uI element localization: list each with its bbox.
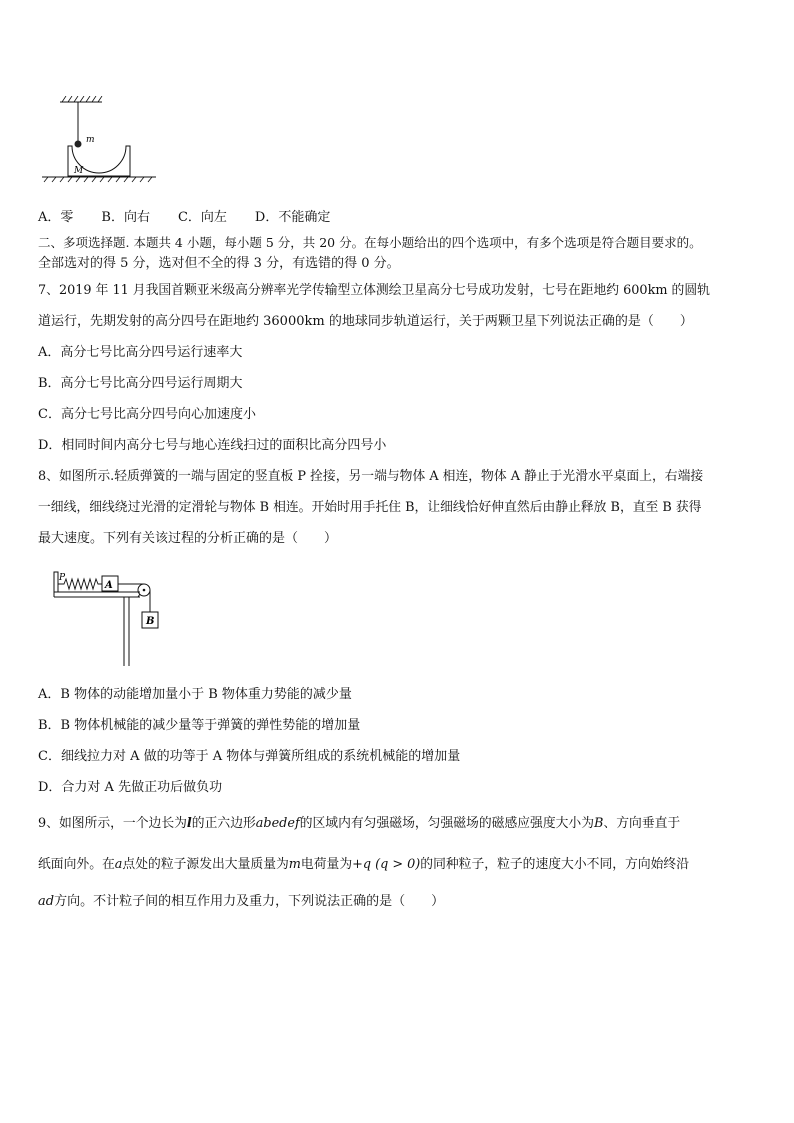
q7-option-a: A．高分七号比高分四号运行速率大 [38,345,243,360]
q9-text-2b: 点处的粒子源发出大量质量为 [122,857,289,872]
q6-option-a: A．零 [38,210,74,225]
q9-text-2a: 纸面向外。在 [38,857,115,872]
q8-stem-line1: 8、如图所示.轻质弹簧的一端与固定的竖直板 P 拴接，另一端与物体 A 相连，物体 A 静止于光滑水平桌面上，右端接 [38,469,704,484]
q8-option-d: D．合力对 A 先做正功后做负功 [38,780,223,795]
q8-option-b: B．B 物体机械能的减少量等于弹簧的弹性势能的增加量 [38,718,361,733]
q8-stem-line2: 一细线，细线绕过光滑的定滑轮与物体 B 相连。开始时用手托住 B，让细线恰好伸直然后由静止释放 B，直至 B 获得 [38,500,702,515]
q6-option-b: B．向右 [101,210,150,225]
q9-stem-line1 [38,815,758,833]
q9-var-hex: abedef [255,816,300,831]
figure-pendulum-groove [38,96,168,184]
q6-option-d: D．不能确定 [254,210,331,225]
label-B: B [146,616,155,627]
q7-option-c: C．高分七号比高分四号向心加速度小 [38,407,256,422]
q9-var-ad: ad [38,894,55,909]
q6-option-c: C．向左 [177,210,227,225]
section2-instructions-line1: 二、多项选择题. 本题共 4 小题，每小题 5 分，共 20 分。在每小题给出的四个选项中，有多个选项是符合题目要求的。 [38,235,702,250]
q8-option-a: A．B 物体的动能增加量小于 B 物体重力势能的减少量 [38,687,352,702]
section2-instructions-line2: 全部选对的得 5 分，选对但不全的得 3 分，有选错的得 0 分。 [38,256,400,271]
q9-stem-line3 [38,893,758,911]
q9-var-a: a [114,857,123,872]
label-P: P [59,573,66,583]
q9-text-2d: 的同种粒子，粒子的速度大小不同，方向始终沿 [420,857,690,872]
q9-text-1a: 9、如图所示，一个边长为 [38,816,187,831]
q9-text-2c: 电荷量为 [300,857,353,872]
label-m: m [86,135,95,145]
q8-option-c: C．细线拉力对 A 做的功等于 A 物体与弹簧所组成的系统机械能的增加量 [38,749,461,764]
figure-spring-pulley [44,566,174,670]
q9-var-B: B [594,816,604,831]
q9-var-charge: +q (q > 0) [352,857,421,872]
q9-text-1d: 、方向垂直于 [603,816,681,831]
q9-var-m: m [288,857,301,872]
label-M: M [74,166,84,176]
q9-text-1c: 的区域内有匀强磁场，匀强磁场的磁感应强度大小为 [299,816,595,831]
q9-text-3: 方向。不计粒子间的相互作用力及重力，下列说法正确的是（ ） [54,894,445,909]
q7-stem-line2: 道运行，先期发射的高分四号在距地约 36000km 的地球同步轨道运行，关于两颗卫星下列说法正确的是（ ） [38,314,693,329]
q7-option-d: D．相同时间内高分七号与地心连线扫过的面积比高分四号小 [38,438,387,453]
q7-stem-line1: 7、2019 年 11 月我国首颗亚米级高分辨率光学传输型立体测绘卫星高分七号成功发射，七号在距地约 600km 的圆轨 [38,283,710,298]
q9-stem-line2 [38,856,758,874]
label-A: A [105,580,113,591]
q6-options [38,206,330,225]
q8-stem-line3: 最大速度。下列有关该过程的分析正确的是（ ） [38,531,338,546]
q9-var-l: l [186,816,192,831]
q9-text-1b: 的正六边形 [191,816,256,831]
q7-option-b: B．高分七号比高分四号运行周期大 [38,376,243,391]
